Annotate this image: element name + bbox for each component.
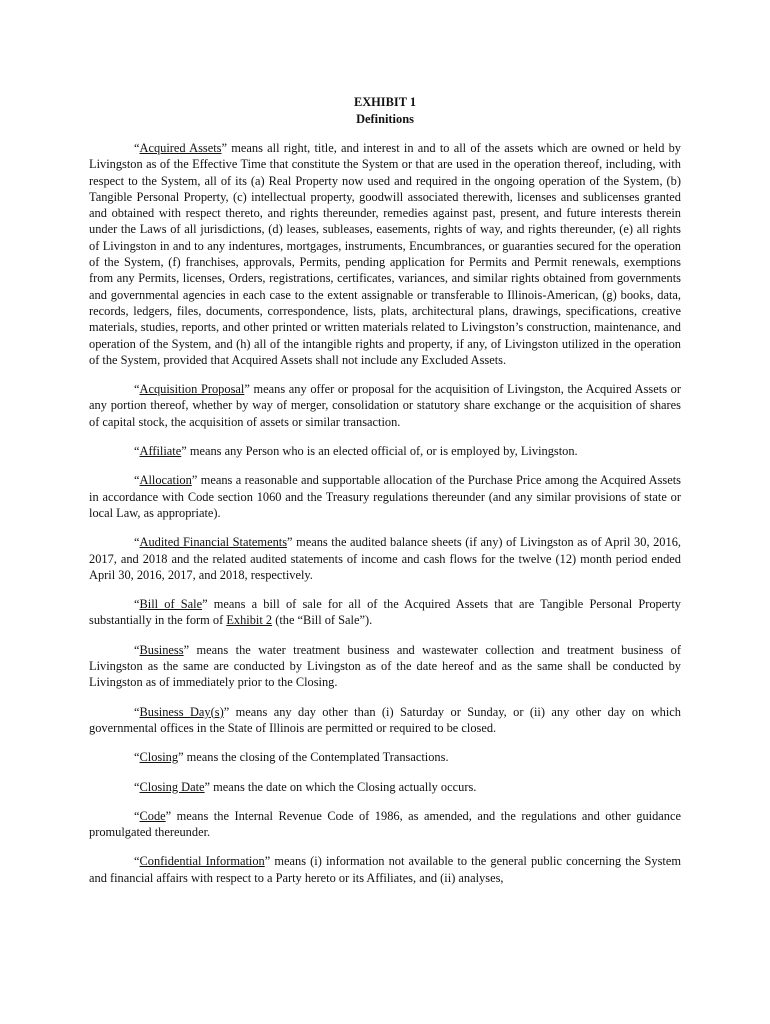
definition-acquired-assets: “Acquired Assets” means all right, title, and interest in and to all of the assets which are owned or held by Livingston as of the Effective Time that constitute the System or that are used in the operation thereof, including, with respect to the System, all of its (a) Real Property now used and required in the ongoing operation of the System, (b) Tangible Personal Property, (c) intellectual property, goodwill associated therewith, licenses and sublicenses granted and obtained with respect thereto, and rights thereunder, remedies against past, present, and future interests therein under the Laws of all jurisdictions, (d) leases, subleases, easements, rights of way, and rights thereunder, (e) all rights of Livingston in and to any indentures, mortgages, instruments, Encumbrances, or guaranties secured for the operation of the System, (f) franchises, approvals, Permits, pending application for Permits and Permit renewals, exemptions from any Permits, licenses, Orders, registrations, certificates, variances, and similar rights obtained from governments and governmental agencies in each case to the extent assignable or transferable to Illinois-American, (g) books, data, records, ledgers, files, documents, correspondence, lists, plats, architectural plans, drawings, specifications, creative materials, studies, reports, and other printed or written materials related to Livingston’s construction, maintenance, and operation of the System, and (h) all of the intangible rights and property, if any, of Livingston utilized in the operation of the System, provided that Acquired Assets shall not include any Excluded Assets. (89, 141, 682, 367)
exhibit-header (89, 94, 681, 128)
definitions-list (89, 140, 681, 886)
defined-term: Business (139, 642, 184, 657)
definition-closing-date: “Closing Date” means the date on which the Closing actually occurs. (134, 779, 477, 794)
defined-term: Audited Financial Statements (139, 535, 288, 550)
definition-acquisition-proposal: “Acquisition Proposal” means any offer or proposal for the acquisition of Livingston, the Acquired Assets or any portion thereof, whether by way of merger, consolidation or statutory share exchange or the acquisition of shares of capital stock, the acquisition of assets or similar transaction. (89, 382, 681, 429)
definition-text: ” means the closing of the Contemplated Transactions. (178, 750, 449, 765)
exhibit-title: EXHIBIT 1 (353, 95, 417, 109)
exhibit-2-reference: Exhibit 2 (226, 613, 273, 628)
definition-business: “Business” means the water treatment business and wastewater collection and treatment business of Livingston as the same are conducted by Livingston as of the date hereof and as the same shall be conducted by Livingston as of immediately prior to the Closing. (89, 642, 681, 690)
definition-text: ” means any Person who is an elected official of, or is employed by, Livingston. (181, 444, 578, 459)
defined-term: Closing (139, 750, 179, 765)
defined-term: Acquired Assets (139, 141, 222, 155)
definition-text: ” means the Internal Revenue Code of 1986, as amended, and the regulations and other guidance promulgated thereunder. (89, 808, 681, 840)
definition-audited-financial-statements: “Audited Financial Statements” means the audited balance sheets (if any) of Livingston as of April 30, 2016, 2017, and 2018 and the related audited statements of income and cash flows for the twelve (12) month period ended April 30, 2016, 2017, and 2018, respectively. (89, 535, 681, 582)
definition-text: ” means the audited balance sheets (if any) of Livingston as of April 30, 2016, 2017, and 2018 and the related audited statements of income and cash flows for the twelve (12) month period ended April 30, 2016, 2017, and 2018, respectively. (89, 535, 681, 582)
defined-term: Code (139, 808, 166, 823)
definition-text: ” means the date on which the Closing actually occurs. (204, 779, 477, 794)
defined-term: Affiliate (139, 444, 182, 459)
definition-confidential-information: “Confidential Information” means (i) information not available to the general public concerning the System and financial affairs with respect to a Party hereto or its Affiliates, and (ii) analyses, (89, 854, 681, 885)
definition-text: ” means the water treatment business and wastewater collection and treatment business of Livingston as the same are conducted by Livingston as of the date hereof and as the same shall be conducted by Livingston as of immediately prior to the Closing. (89, 642, 681, 690)
definition-closing: “Closing” means the closing of the Contemplated Transactions. (134, 750, 449, 765)
defined-term: Closing Date (139, 779, 205, 794)
definition-code: “Code” means the Internal Revenue Code of 1986, as amended, and the regulations and other guidance promulgated thereunder. (89, 808, 681, 840)
defined-term: Bill of Sale (139, 597, 203, 612)
definition-bill-of-sale: “Bill of Sale” means a bill of sale for all of the Acquired Assets that are Tangible Personal Property substantially in the form of Exhibit 2 (the “Bill of Sale”). (89, 597, 681, 628)
defined-term: Acquisition Proposal (139, 382, 245, 397)
definition-text: ” means a bill of sale for all of the Acquired Assets that are Tangible Personal Property substantially in the form of (89, 597, 681, 628)
definition-text: ” means all right, title, and interest in and to all of the assets which are owned or held by Livingston as of the Effective Time that constitute the System or that are used in the operation thereof, including, with respect to the System, all of its (a) Real Property now used and required in the ongoing operation of the System, (b) Tangible Personal Property, (c) intellectual property, goodwill associated therewith, licenses and sublicenses granted and obtained with respect thereto, and rights thereunder, remedies against past, present, and future interests therein under the Laws of all jurisdictions, (d) leases, subleases, easements, rights of way, and rights thereunder, (e) all rights of Livingston in and to any indentures, mortgages, instruments, Encumbrances, or guaranties secured for the operation of the System, (f) franchises, approvals, Permits, pending application for Permits and Permit renewals, exemptions from any Permits, licenses, Orders, registrations, certificates, variances, and similar rights obtained from governments and governmental agencies in each case to the extent assignable or transferable to Illinois-American, (g) books, data, records, ledgers, files, documents, correspondence, lists, plats, architectural plans, drawings, specifications, creative materials, studies, reports, and other printed or written materials related to Livingston’s construction, maintenance, and operation of the System, and (h) all of the intangible rights and property, if any, of Livingston utilized in the operation of the System, provided that Acquired Assets shall not include any Excluded Assets. (89, 141, 682, 367)
defined-term: Allocation (139, 473, 192, 488)
definition-text: ” means a reasonable and supportable allocation of the Purchase Price among the Acquired Assets in accordance with Code section 1060 and the Treasury regulations thereunder (and any similar provisions of state or local Law, as appropriate). (89, 473, 681, 520)
definition-business-days: “Business Day(s)” means any day other than (i) Saturday or Sunday, or (ii) any other day on which governmental offices in the State of Illinois are permitted or required to be closed. (89, 704, 681, 735)
definition-text-tail: (the “Bill of Sale”). (272, 613, 373, 628)
definition-text: ” means any day other than (i) Saturday or Sunday, or (ii) any other day on which governmental offices in the State of Illinois are permitted or required to be closed. (89, 704, 681, 735)
definition-allocation: “Allocation” means a reasonable and supportable allocation of the Purchase Price among the Acquired Assets in accordance with Code section 1060 and the Treasury regulations thereunder (and any similar provisions of state or local Law, as appropriate). (89, 473, 681, 520)
defined-term: Confidential Information (139, 854, 265, 869)
defined-term: Business Day(s) (139, 704, 224, 719)
definition-text: ” means (i) information not available to the general public concerning the System and financial affairs with respect to a Party hereto or its Affiliates, and (ii) analyses, (89, 854, 681, 885)
definition-text: ” means any offer or proposal for the acquisition of Livingston, the Acquired Assets or any portion thereof, whether by way of merger, consolidation or statutory share exchange or the acquisition of shares of capital stock, the acquisition of assets or similar transaction. (89, 382, 681, 429)
definition-affiliate: “Affiliate” means any Person who is an elected official of, or is employed by, Livingston. (134, 444, 578, 459)
exhibit-subtitle: Definitions (356, 112, 414, 126)
